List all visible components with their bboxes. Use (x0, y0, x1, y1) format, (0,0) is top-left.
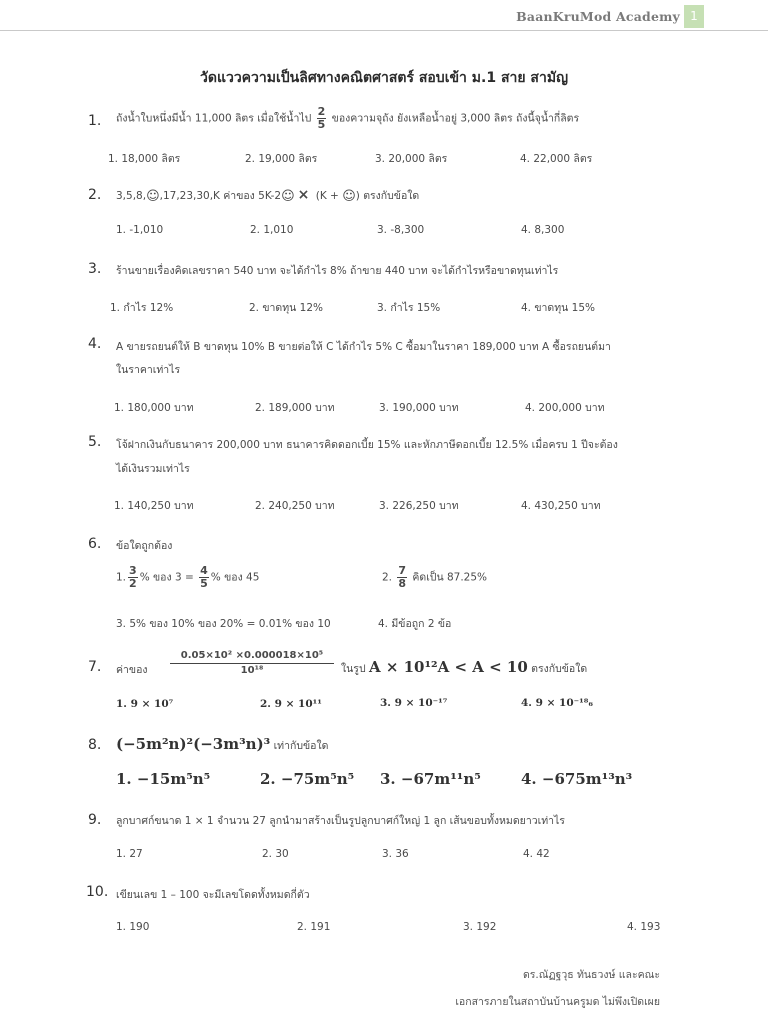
question-4-line-1: A ขายรถยนต์ให้ B ขาดทุน 10% B ขายต่อให้ C ได้กำไร 5% C ซื้อมาในราคา 189,000 บาท A ซื้อรถยนต์มา (116, 341, 611, 353)
question-4-choice-4[interactable]: 4. 200,000 บาท (525, 402, 605, 414)
question-4-choice-1[interactable]: 1. 180,000 บาท (114, 402, 194, 414)
question-8-text (116, 735, 328, 754)
fraction-denominator: 8 (398, 577, 407, 590)
question-10-text: เขียนเลข 1 – 100 จะมีเลขโดดทั้งหมดกี่ตัว (116, 889, 310, 901)
fraction (397, 565, 407, 590)
question-8-choice-3[interactable]: 3. −67m¹¹n⁵ (380, 770, 481, 788)
question-4-choice-3[interactable]: 3. 190,000 บาท (379, 402, 459, 414)
question-1-choice-3[interactable]: 3. 20,000 ลิตร (375, 153, 448, 165)
fraction-numerator: 0.05×10² ×0.000018×10⁵ (170, 649, 334, 664)
fraction-denominator: 2 (129, 577, 137, 590)
question-1-choice-4[interactable]: 4. 22,000 ลิตร (520, 153, 593, 165)
question-1-fraction (317, 106, 327, 131)
question-6-choice-4[interactable]: 4. มีข้อถูก 2 ข้อ (378, 618, 452, 630)
question-2-choice-4[interactable]: 4. 8,300 (521, 224, 565, 236)
choice-prefix: 2. (382, 571, 393, 584)
question-9-choice-1[interactable]: 1. 27 (116, 848, 143, 860)
question-10-choice-1[interactable]: 1. 190 (116, 921, 150, 933)
question-8-choice-1[interactable]: 1. −15m⁵n⁵ (116, 770, 211, 788)
question-3-choice-2[interactable]: 2. ขาดทุน 12% (249, 302, 324, 314)
question-2-choice-2[interactable]: 2. 1,010 (250, 224, 294, 236)
question-10-choice-3[interactable]: 3. 192 (463, 921, 497, 933)
multiply-sign: × (297, 187, 310, 203)
question-5-choice-2[interactable]: 2. 240,250 บาท (255, 500, 335, 512)
question-3-number: 3. (88, 261, 102, 277)
question-7-choice-4[interactable]: 4. 9 × 10⁻¹⁸₆ (521, 697, 593, 709)
question-1-choice-1[interactable]: 1. 18,000 ลิตร (108, 153, 181, 165)
question-7-form-expr: A × 10¹²A < A < 10 (368, 658, 528, 676)
choice-prefix: 1. (116, 571, 127, 584)
question-7-choice-2[interactable]: 2. 9 × 10¹¹ (260, 698, 322, 710)
question-3-choice-4[interactable]: 4. ขาดทุน 15% (521, 302, 596, 314)
question-9-choice-3[interactable]: 3. 36 (382, 848, 409, 860)
question-9-choice-4[interactable]: 4. 42 (523, 848, 550, 860)
question-2-text (116, 187, 419, 204)
choice-end: คิดเป็น 87.25% (412, 571, 488, 584)
question-1-number: 1. (88, 113, 102, 129)
question-5-choice-4[interactable]: 4. 430,250 บาท (521, 500, 601, 512)
question-7-label: ค่าของ (116, 664, 148, 676)
question-8-end: เท่ากับข้อใด (273, 740, 329, 752)
question-6-choice-3[interactable]: 3. 5% ของ 10% ของ 20% = 0.01% ของ 10 (116, 618, 331, 630)
question-9-text: ลูกบาศก์ขนาด 1 × 1 จำนวน 27 ลูกนำมาสร้างเป็นรูปลูกบาศก์ใหญ่ 1 ลูก เส้นขอบทั้งหมดยาวเท่าไร (116, 815, 565, 827)
fraction-denominator: 5 (317, 118, 326, 131)
header-brand: BaanKruMod Academy (516, 9, 680, 24)
question-8-choice-4[interactable]: 4. −675m¹³n³ (521, 770, 633, 788)
question-7-choice-1[interactable]: 1. 9 × 10⁷ (116, 698, 174, 710)
question-1-text-a: ถังน้ำใบหนึ่งมีน้ำ 11,000 ลิตร เมื่อใช้น้ำไป (116, 112, 312, 125)
footer-note: เอกสารภายในสถาบันบ้านครูมด ไม่พึงเปิดเผย (455, 996, 660, 1008)
question-3-text: ร้านขายเรื่องคิดเลขราคา 540 บาท จะได้กำไร 8% ถ้าขาย 440 บาท จะได้กำไรหรือขาดทุนเท่าไร (116, 265, 559, 277)
question-9-number: 9. (88, 812, 102, 828)
question-2-seq-b: ,17,23,30,K ค่าของ 5K-2 (159, 190, 282, 202)
fraction (199, 565, 209, 590)
question-2-number: 2. (88, 187, 102, 203)
question-4-choice-2[interactable]: 2. 189,000 บาท (255, 402, 335, 414)
question-7-number: 7. (88, 659, 102, 675)
question-1-text-b: ของความจุถัง ยังเหลือน้ำอยู่ 3,000 ลิตร ถังนี้จุน้ำกี่ลิตร (331, 112, 580, 125)
question-8-number: 8. (88, 737, 102, 753)
question-4-line-2: ในราคาเท่าไร (116, 364, 181, 376)
question-5-line-2: ได้เงินรวมเท่าไร (116, 463, 190, 475)
choice-end: % ของ 45 (210, 571, 260, 584)
fraction-denominator: 5 (200, 577, 208, 590)
question-6-choice-2[interactable] (382, 565, 487, 590)
smiley-icon: ☺ (342, 189, 356, 204)
question-2-seq-a: 3,5,8, (116, 190, 147, 202)
question-3-choice-3[interactable]: 3. กำไร 15% (377, 302, 441, 314)
fraction (170, 649, 334, 678)
question-7-end: ตรงกับข้อใด (531, 663, 588, 675)
page-number-badge: 1 (684, 5, 704, 28)
question-9-choice-2[interactable]: 2. 30 (262, 848, 289, 860)
fraction-numerator: 4 (200, 564, 208, 577)
question-10-choice-2[interactable]: 2. 191 (297, 921, 331, 933)
question-5-number: 5. (88, 434, 102, 450)
question-8-expression: (−5m²n)²(−3m³n)³ (116, 735, 271, 753)
question-6-text: ข้อใดถูกต้อง (116, 540, 173, 552)
fraction-numerator: 7 (398, 564, 407, 577)
question-4-number: 4. (88, 336, 102, 352)
question-1-choice-2[interactable]: 2. 19,000 ลิตร (245, 153, 318, 165)
question-2-mid: (K + (315, 190, 339, 202)
question-10-choice-4[interactable]: 4. 193 (627, 921, 661, 933)
smiley-icon: ☺ (146, 189, 160, 204)
question-2-choice-1[interactable]: 1. -1,010 (116, 224, 164, 236)
question-5-choice-3[interactable]: 3. 226,250 บาท (379, 500, 459, 512)
question-5-choice-1[interactable]: 1. 140,250 บาท (114, 500, 194, 512)
question-5-line-1: โจ้ฝากเงินกับธนาคาร 200,000 บาท ธนาคารคิดดอกเบี้ย 15% และหักภาษีดอกเบี้ย 12.5% เมื่อครบ 1 ปีจะต้อง (116, 439, 618, 451)
question-7-form (341, 658, 587, 677)
fraction (128, 565, 138, 590)
smiley-icon: ☺ (281, 189, 295, 204)
question-7-choice-3[interactable]: 3. 9 × 10⁻¹⁷ (380, 697, 448, 709)
fraction-numerator: 2 (317, 105, 326, 118)
question-2-end: ) ตรงกับข้อใด (355, 190, 420, 202)
question-3-choice-1[interactable]: 1. กำไร 12% (110, 302, 174, 314)
question-10-number: 10. (86, 884, 109, 900)
question-6-choice-1[interactable] (116, 565, 259, 590)
fraction-denominator: 10¹⁸ (240, 665, 264, 676)
header-divider (0, 30, 768, 31)
footer-author: ดร.ณัฏฐวุธ ทันธวงษ์ และคณะ (522, 969, 660, 981)
question-1-text (116, 106, 579, 131)
page-title: วัดแววความเป็นลิศทางคณิตศาสตร์ สอบเข้า ม.1 สาย สามัญ (199, 70, 568, 86)
fraction-numerator: 3 (129, 564, 137, 577)
question-7-mid: ในรูป (341, 663, 366, 675)
question-6-number: 6. (88, 536, 102, 552)
question-2-choice-3[interactable]: 3. -8,300 (377, 224, 425, 236)
choice-mid: % ของ 3 = (139, 571, 194, 584)
question-7-expression (168, 649, 336, 678)
question-8-choice-2[interactable]: 2. −75m⁵n⁵ (260, 770, 355, 788)
